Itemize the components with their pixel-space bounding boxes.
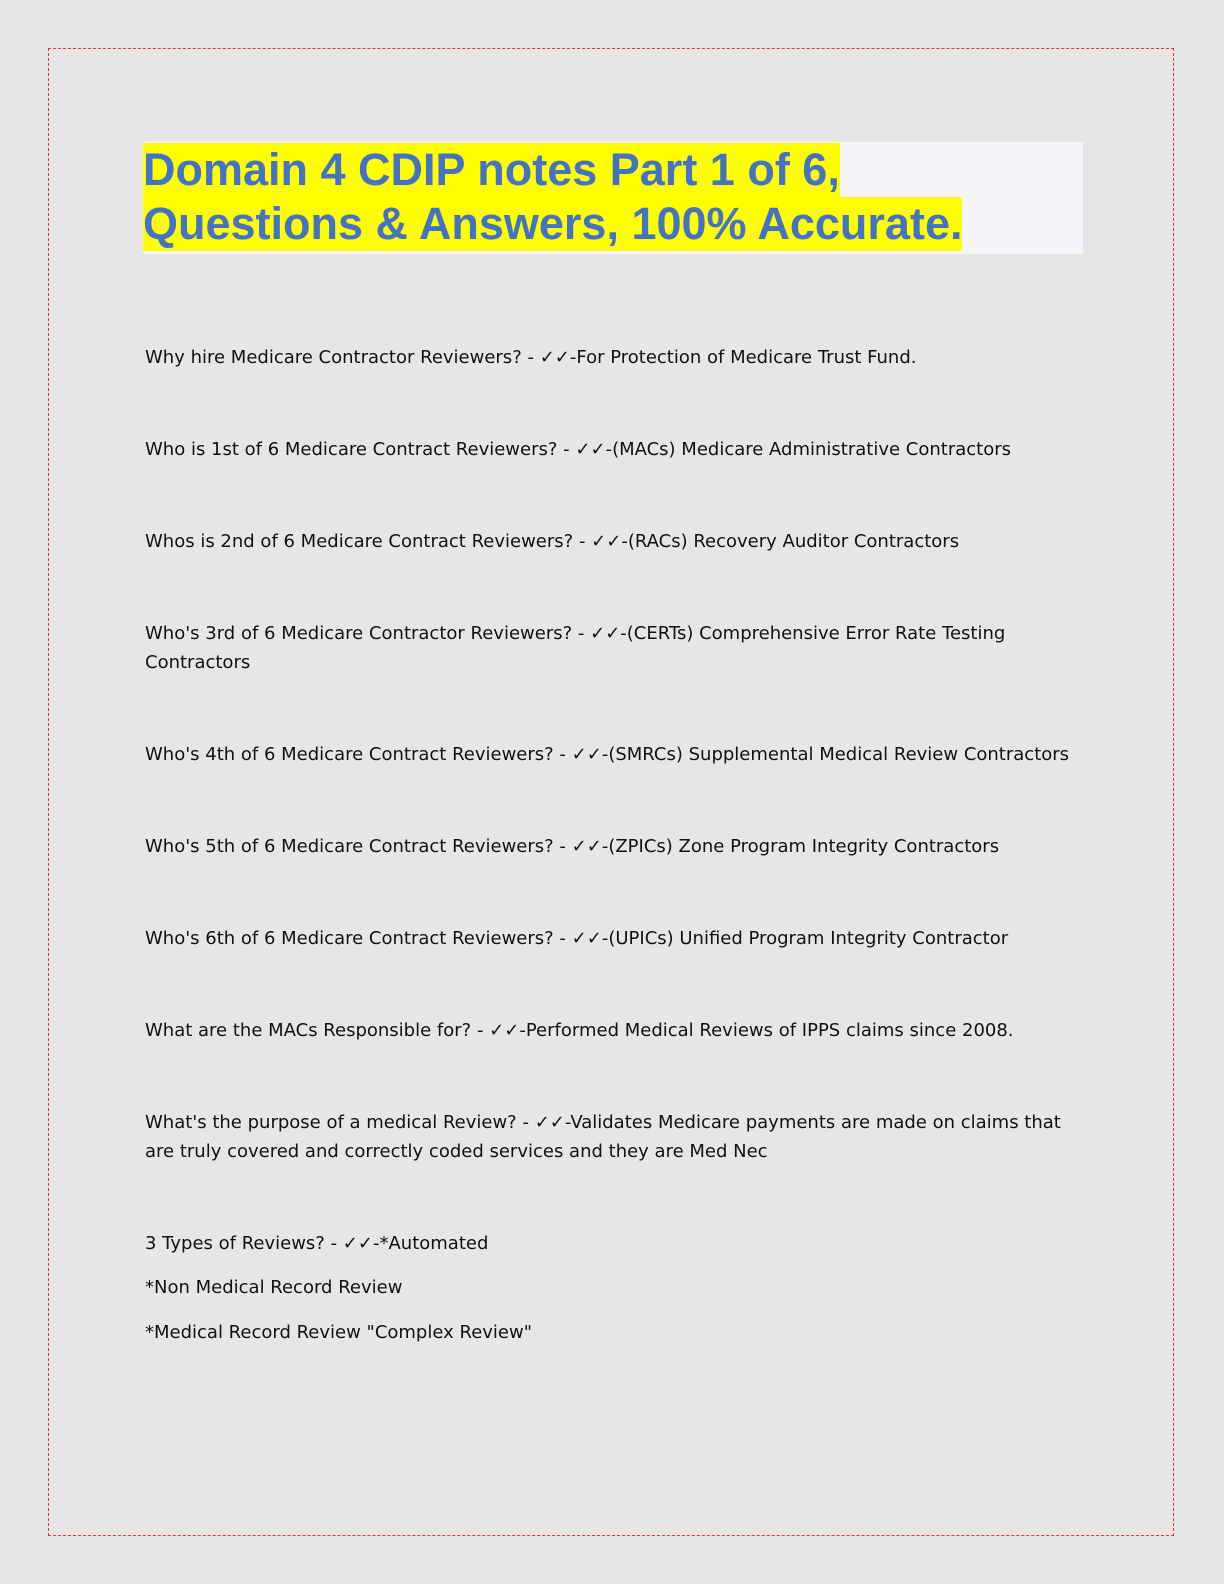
question-text: Who's 6th of 6 Medicare Contract Reviewers?	[145, 928, 554, 949]
qa-item: Who is 1st of 6 Medicare Contract Reviewers? - ✓✓-(MACs) Medicare Administrative Contractors	[145, 439, 1012, 460]
qa-item: Why hire Medicare Contractor Reviewers? - ✓✓-For Protection of Medicare Trust Fund.	[145, 347, 917, 368]
check-icon: ✓✓	[534, 1112, 565, 1133]
question-text: Whos is 2nd of 6 Medicare Contract Reviewers?	[145, 531, 574, 552]
question-text: Who's 4th of 6 Medicare Contract Reviewers?	[145, 744, 554, 765]
answer-text: For Protection of Medicare Trust Fund.	[576, 347, 917, 368]
check-icon: ✓✓	[575, 439, 606, 460]
check-icon: ✓✓	[571, 836, 602, 857]
check-icon: ✓✓	[571, 928, 602, 949]
question-text: Who is 1st of 6 Medicare Contract Reviewers?	[145, 439, 558, 460]
question-text: Who's 5th of 6 Medicare Contract Reviewers?	[145, 836, 554, 857]
title-line-1: Domain 4 CDIP notes Part 1 of 6,	[143, 144, 840, 195]
question-text: 3 Types of Reviews?	[145, 1233, 325, 1254]
qa-item: Who's 5th of 6 Medicare Contract Reviewers? - ✓✓-(ZPICs) Zone Program Integrity Contractors	[145, 836, 1000, 857]
list-item: *Medical Record Review "Complex Review"	[145, 1322, 532, 1343]
check-icon: ✓✓	[342, 1233, 373, 1254]
check-icon: ✓✓	[539, 347, 570, 368]
answer-text: (UPICs) Unified Program Integrity Contractor	[608, 928, 1009, 949]
answer-text: (MACs) Medicare Administrative Contractors	[612, 439, 1012, 460]
qa-item: What are the MACs Responsible for? - ✓✓-Performed Medical Reviews of IPPS claims since 2008.	[145, 1020, 1014, 1041]
document-title	[143, 143, 962, 251]
check-icon: ✓✓	[571, 744, 602, 765]
answer-text: (SMRCs) Supplemental Medical Review Contractors	[608, 744, 1070, 765]
qa-item: Who's 6th of 6 Medicare Contract Reviewers? - ✓✓-(UPICs) Unified Program Integrity Contractor	[145, 928, 1009, 949]
page-border	[48, 48, 1174, 1536]
answer-text: Performed Medical Reviews of IPPS claims since 2008.	[525, 1020, 1014, 1041]
question-text: What's the purpose of a medical Review?	[145, 1112, 517, 1133]
answer-text: (ZPICs) Zone Program Integrity Contractors	[608, 836, 1000, 857]
check-icon: ✓✓	[489, 1020, 520, 1041]
question-text: What are the MACs Responsible for?	[145, 1020, 472, 1041]
check-icon: ✓✓	[590, 623, 621, 644]
question-text: Who's 3rd of 6 Medicare Contractor Reviewers?	[145, 623, 573, 644]
qa-item: Who's 3rd of 6 Medicare Contractor Reviewers? - ✓✓-(CERTs) Comprehensive Error Rate Testing Contractors	[145, 623, 1006, 673]
answer-text: (RACs) Recovery Auditor Contractors	[627, 531, 960, 552]
question-text: Why hire Medicare Contractor Reviewers?	[145, 347, 522, 368]
answer-text: Validates Medicare payments are made on claims that are truly covered and correctly coded services and they are Med Nec	[145, 1112, 1061, 1162]
answer-text: *Automated	[379, 1233, 489, 1254]
list-item: *Non Medical Record Review	[145, 1277, 403, 1298]
check-icon: ✓✓	[591, 531, 622, 552]
qa-item: Whos is 2nd of 6 Medicare Contract Reviewers? - ✓✓-(RACs) Recovery Auditor Contractors	[145, 531, 960, 552]
qa-item: Who's 4th of 6 Medicare Contract Reviewers? - ✓✓-(SMRCs) Supplemental Medical Review Contractors	[145, 744, 1070, 765]
qa-item: What's the purpose of a medical Review? - ✓✓-Validates Medicare payments are made on claims that are truly covered and correctly coded services and they are Med Nec	[145, 1112, 1061, 1162]
title-line-2: Questions & Answers, 100% Accurate.	[143, 198, 963, 249]
answer-text: (CERTs) Comprehensive Error Rate Testing Contractors	[145, 623, 1006, 673]
qa-item: 3 Types of Reviews? - ✓✓-*Automated	[145, 1233, 489, 1254]
